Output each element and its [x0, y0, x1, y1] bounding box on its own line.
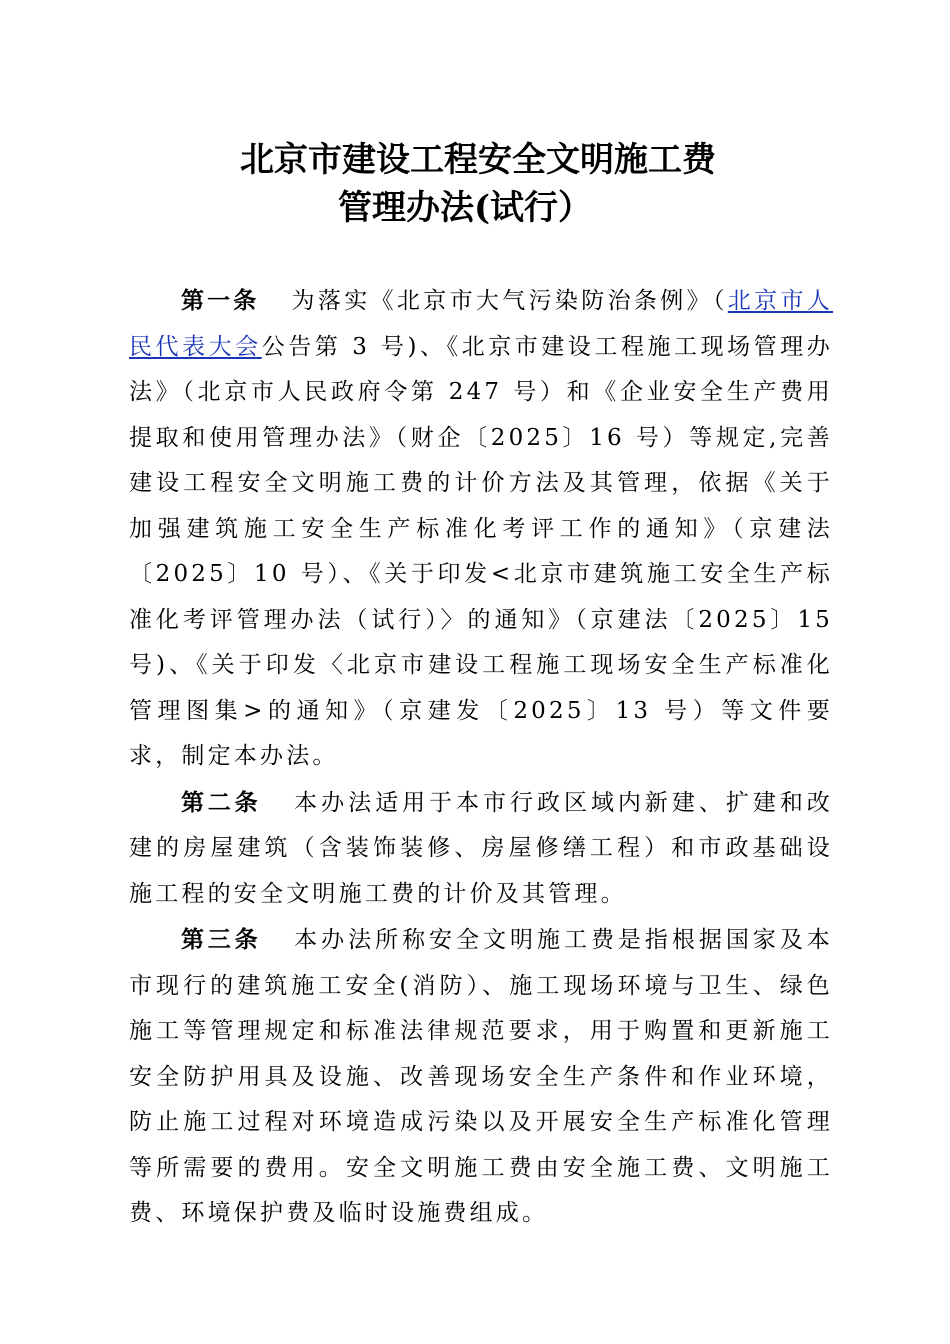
article-1: [129, 278, 833, 780]
title-line-1: 北京市建设工程安全文明施工费: [240, 140, 716, 180]
article-2-label: 第二条: [181, 788, 262, 816]
article-3-text: 本办法所称安全文明施工费是指根据国家及本市现行的建筑施工安全(消防）、施工现场环境与卫生、绿色施工等管理规定和标准法律规范要求，用于购置和更新施工安全防护用具及设施、改善现场安全生产条件和作业环境，防止施工过程对环境造成污染以及开展安全生产标准化管理等所需要的费用。安全文明施工费由安全施工费、文明施工费、环境保护费及临时设施费组成。: [129, 927, 834, 1226]
article-1-text-before-link: 为落实《北京市大气污染防治条例》（: [291, 288, 728, 314]
document-title: [0, 136, 950, 232]
article-3-label: 第三条: [181, 926, 262, 953]
article-2: [129, 780, 833, 918]
npc-link[interactable]: 北京市人民代表大会: [129, 288, 834, 360]
document-body: [129, 278, 833, 1237]
article-1-label: 第一条: [181, 287, 260, 314]
title-line-2: 管理办法(试行）: [337, 188, 593, 228]
article-3: [129, 917, 833, 1237]
article-1-text-after-link: 公告第 3 号)、《北京市建设工程施工现场管理办法》（北京市人民政府令第 247 号）和《企业安全生产费用提取和使用管理办法》（财企〔2025〕16 号）等规定,完善建设工程安全文明施工费的计价方法及其管理，依据《关于加强建筑施工安全生产标准化考评工作的通知》（京建法〔2025〕10 号）、《关于印发<北京市建筑施工安全生产标准化考评管理办法（试行）〉的通知》（京建法〔2025〕15 号)、《关于印发〈北京市建设工程施工现场安全生产标准化管理图集>的通知》（京建发〔2025〕13 号）等文件要求，制定本办法。: [129, 333, 834, 769]
article-2-text: 本办法适用于本市行政区域内新建、扩建和改建的房屋建筑（含装饰装修、房屋修缮工程）和市政基础设施工程的安全文明施工费的计价及其管理。: [129, 789, 834, 907]
